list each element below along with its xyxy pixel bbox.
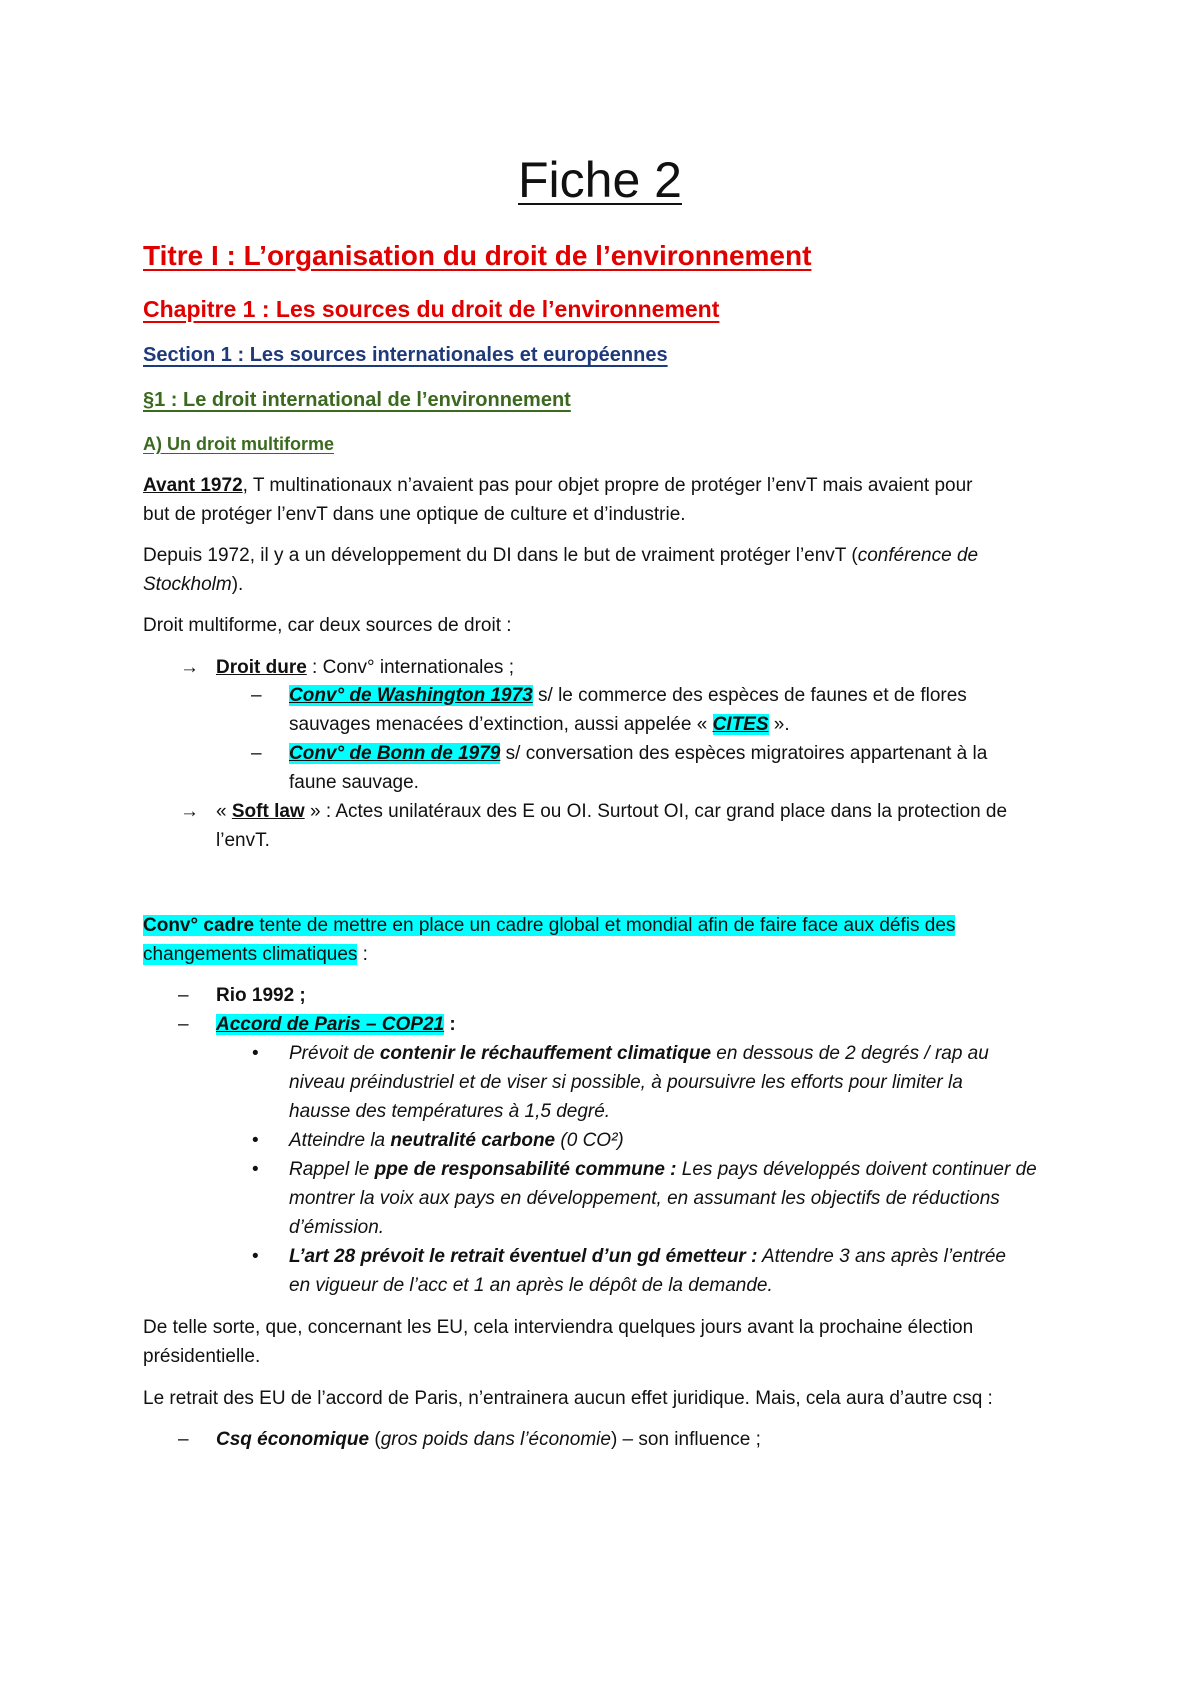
list-item-text: ) – son influence ; xyxy=(610,1429,761,1450)
list-item-rio: Rio 1992 ; xyxy=(216,985,306,1006)
list-item-text: ». xyxy=(768,714,790,735)
bullet-text: en dessous de 2 degrés / rap au xyxy=(711,1043,989,1064)
paragraph-line xyxy=(143,943,368,967)
list-item-paris xyxy=(216,1013,456,1037)
highlight-text: CITES xyxy=(712,714,769,735)
bullet-bold: contenir le réchauffement climatique xyxy=(379,1043,712,1064)
bullet-item-neutralite xyxy=(289,1129,624,1153)
highlight-text: Accord de Paris – COP21 xyxy=(216,1014,445,1035)
bullet-line: en vigueur de l’acc et 1 an après le dépôt de la demande. xyxy=(289,1275,773,1296)
bullet-text: Les pays développés doivent continuer de xyxy=(676,1159,1037,1180)
bullet-icon: • xyxy=(252,1043,259,1064)
list-item-italic: gros poids dans l’économie xyxy=(380,1429,611,1450)
paragraph-line: but de protéger l’envT dans une optique de culture et d’industrie. xyxy=(143,504,686,525)
dash-icon: – xyxy=(178,1429,189,1450)
paragraph-line xyxy=(143,573,243,597)
paragraph-italic: conférence de xyxy=(857,545,979,566)
paragraph-italic: Stockholm xyxy=(143,574,232,595)
paragraph-line: présidentielle. xyxy=(143,1346,261,1367)
bullet-bold: L’art 28 prévoit le retrait éventuel d’un gd émetteur : xyxy=(289,1246,758,1267)
bullet-text: Atteindre la xyxy=(289,1130,391,1151)
list-item-text: : xyxy=(444,1014,456,1035)
list-item-text: : Conv° internationales ; xyxy=(306,657,514,678)
paragraph-text: , T multinationaux n’avaient pas pour objet propre de protéger l’envT mais avaient pour xyxy=(242,475,973,496)
bullet-text: Rappel le xyxy=(289,1159,375,1180)
heading-chapitre: Chapitre 1 : Les sources du droit de l’environnement xyxy=(143,296,720,322)
paragraph-text: Depuis 1972, il y a un développement du DI dans le but de vraiment protéger l’envT ( xyxy=(143,545,858,566)
bullet-line: d’émission. xyxy=(289,1217,385,1238)
dash-icon: – xyxy=(178,1014,189,1035)
bullet-bold: ppe de responsabilité commune : xyxy=(374,1159,677,1180)
page-title: Fiche 2 xyxy=(518,152,682,208)
list-item-line: faune sauvage. xyxy=(289,772,419,793)
heading-sous-partie: A) Un droit multiforme xyxy=(143,434,334,454)
dash-icon: – xyxy=(178,985,189,1006)
list-item-lead: Droit dure xyxy=(216,657,307,678)
heading-titre: Titre I : L’organisation du droit de l’environnement xyxy=(143,240,812,271)
highlight-text: tente de mettre en place un cadre global et mondial afin de faire face aux défis des xyxy=(254,915,956,936)
list-item-text: s/ le commerce des espèces de faunes et de flores xyxy=(532,685,967,706)
bullet-text: Prévoit de xyxy=(289,1043,380,1064)
bullet-line: niveau préindustriel et de viser si possible, à poursuivre les efforts pour limiter la xyxy=(289,1072,963,1093)
list-item-text: s/ conversation des espèces migratoires appartenant à la xyxy=(500,743,988,764)
list-item-line xyxy=(289,713,790,737)
paragraph-election: De telle sorte, que, concernant les EU, cela interviendra quelques jours avant la prochaine élection xyxy=(143,1317,974,1338)
paragraph-text: : xyxy=(357,944,368,965)
bullet-bold: neutralité carbone xyxy=(390,1130,556,1151)
list-item-text: » : Actes unilatéraux des E ou OI. Surtout OI, car grand place dans la protection de xyxy=(304,801,1008,822)
paragraph-conv-cadre xyxy=(143,914,955,938)
bullet-item-rechauffement xyxy=(289,1042,989,1066)
bullet-line: hausse des températures à 1,5 degré. xyxy=(289,1101,611,1122)
paragraph-droit-multiforme: Droit multiforme, car deux sources de droit : xyxy=(143,615,512,636)
bullet-text: (0 CO²) xyxy=(555,1130,624,1151)
list-item-text: sauvages menacées d’extinction, aussi appelée « xyxy=(289,714,713,735)
dash-icon: – xyxy=(251,743,262,764)
highlight-text: Conv° de Washington 1973 xyxy=(289,685,533,706)
heading-section: Section 1 : Les sources internationales et européennes xyxy=(143,344,668,366)
list-item-washington xyxy=(289,684,967,708)
list-item-text: « xyxy=(216,801,232,822)
bullet-icon: • xyxy=(252,1246,259,1267)
list-item-lead: Soft law xyxy=(231,801,305,822)
list-item-csq-economique xyxy=(216,1428,761,1452)
dash-icon: – xyxy=(251,685,262,706)
highlight-text: changements climatiques xyxy=(143,944,358,965)
paragraph-retrait: Le retrait des EU de l’accord de Paris, n’entrainera aucun effet juridique. Mais, cela aura d’autre csq : xyxy=(143,1388,993,1409)
heading-paragraphe: §1 : Le droit international de l’environnement xyxy=(143,389,571,411)
bullet-line: montrer la voix aux pays en développement, en assumant les objectifs de réductions xyxy=(289,1188,1000,1209)
list-item-bonn xyxy=(289,742,987,766)
bullet-icon: • xyxy=(252,1130,259,1151)
paragraph-avant-1972 xyxy=(143,474,972,498)
bullet-text: Attendre 3 ans après l’entrée xyxy=(757,1246,1006,1267)
arrow-icon: → xyxy=(180,657,199,678)
highlight-lead: Conv° cadre xyxy=(143,915,255,936)
paragraph-text: ). xyxy=(231,574,244,595)
list-item-soft-law xyxy=(216,800,1007,824)
highlight-text: Conv° de Bonn de 1979 xyxy=(289,743,501,764)
list-item-line: l’envT. xyxy=(216,830,270,851)
list-item-lead: Csq économique xyxy=(216,1429,370,1450)
bullet-item-responsabilite xyxy=(289,1158,1037,1182)
list-item-text: ( xyxy=(369,1429,381,1450)
arrow-icon: → xyxy=(180,801,199,822)
bullet-item-art-28 xyxy=(289,1245,1006,1269)
paragraph-lead: Avant 1972 xyxy=(143,475,243,496)
paragraph-depuis-1972 xyxy=(143,544,978,568)
list-item-droit-dure xyxy=(216,656,514,680)
bullet-icon: • xyxy=(252,1159,259,1180)
